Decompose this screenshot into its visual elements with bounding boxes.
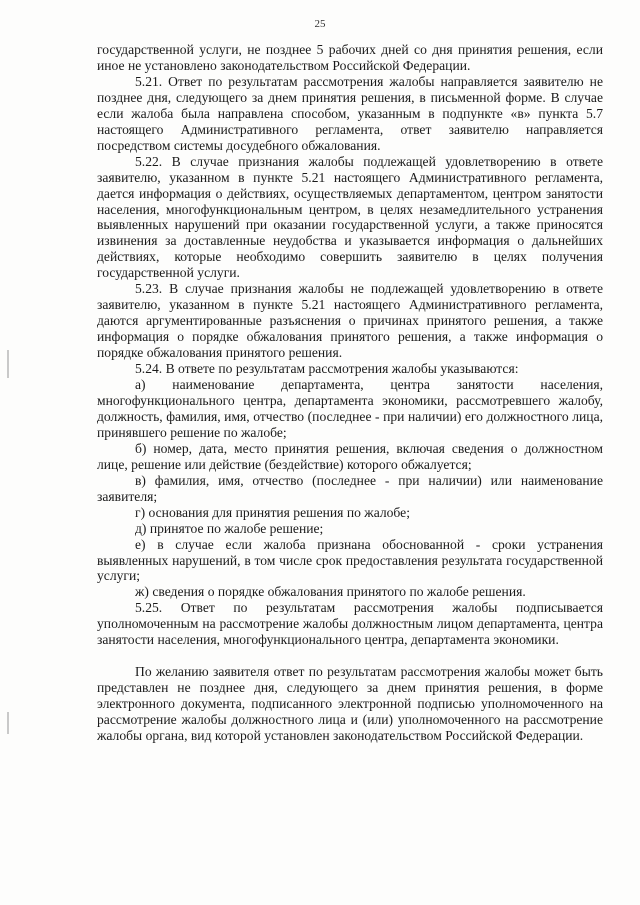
- paragraph-5-22: 5.22. В случае признания жалобы подлежащей удовлетворению в ответе заявителю, указанном в пункте 5.21 настоящего Административного регламента, дается информация о действиях, осуществляемых департаментом, центром занятости населения, многофункциональным центром, в целях незамедлительного устранения выявленных нарушений при оказании государственной услуги, а также приносятся извинения за доставленные неудобства и указывается информация о дальнейших действиях, которые необходимо совершить заявителю в целях получения государственной услуги.: [97, 153, 603, 281]
- list-item-g: г) основания для принятия решения по жалобе;: [135, 504, 410, 520]
- paragraph-5-25: 5.25. Ответ по результатам рассмотрения жалобы подписывается уполномоченным на рассмотрение жалобы должностным лицом департамента, центра занятости населения, многофункционального центра, департамента экономики.: [97, 600, 603, 648]
- document-body: [97, 42, 603, 744]
- list-item-b: б) номер, дата, место принятия решения, включая сведения о должностном лице, решение или действие (бездействие) которого обжалуется;: [97, 440, 603, 472]
- paragraph-electronic-answer: По желанию заявителя ответ по результатам рассмотрения жалобы может быть представлен не позднее дня, следующего за днем принятия решения, в форме электронного документа, подписанного электронной подписью уполномоченного на рассмотрение жалобы должностного лица и (или) уполномоченного на рассмотрение жалобы органа, вид которой установлен законодательством Российской Федерации.: [97, 664, 603, 744]
- list-item-zh: ж) сведения о порядке обжалования принятого по жалобе решения.: [135, 584, 526, 600]
- paragraph: государственной услуги, не позднее 5 рабочих дней со дня принятия решения, если иное не установлено законодательством Российской Федерации.: [97, 42, 603, 73]
- list-item-v: в) фамилия, имя, отчество (последнее - при наличии) или наименование заявителя;: [97, 472, 603, 504]
- paragraph-5-21: 5.21. Ответ по результатам рассмотрения жалобы направляется заявителю не позднее дня, следующего за днем принятия решения, в письменной форме. В случае если жалоба была направлена способом, указанным в подпункте «в» пункта 5.7 настоящего Административного регламента, ответ заявителю направляется посредством системы досудебного обжалования.: [97, 73, 603, 153]
- list-item-d: д) принятое по жалобе решение;: [135, 520, 324, 536]
- list-item-e: е) в случае если жалоба признана обоснованной - сроки устранения выявленных нарушений, в том числе срок предоставления результата государственной услуги;: [97, 536, 603, 584]
- page-number: 25: [314, 18, 326, 30]
- list-item-a: а) наименование департамента, центра занятости населения, многофункционального центра, департамента экономики, рассмотревшего жалобу, должность, фамилия, имя, отчество (последнее - при наличии) его должностного лица, принявшего решение по жалобе;: [97, 377, 603, 440]
- paragraph-5-24: 5.24. В ответе по результатам рассмотрения жалобы указываются:: [135, 361, 519, 377]
- paragraph-5-23: 5.23. В случае признания жалобы не подлежащей удовлетворению в ответе заявителю, указанном в пункте 5.21 настоящего Административного регламента, даются аргументированные разъяснения о причинах принятого решения, а также информация о порядке обжалования принятого решения, а также информация о порядке обжалования принятого решения.: [97, 281, 603, 361]
- margin-mark: [7, 712, 9, 734]
- margin-mark: [7, 350, 9, 378]
